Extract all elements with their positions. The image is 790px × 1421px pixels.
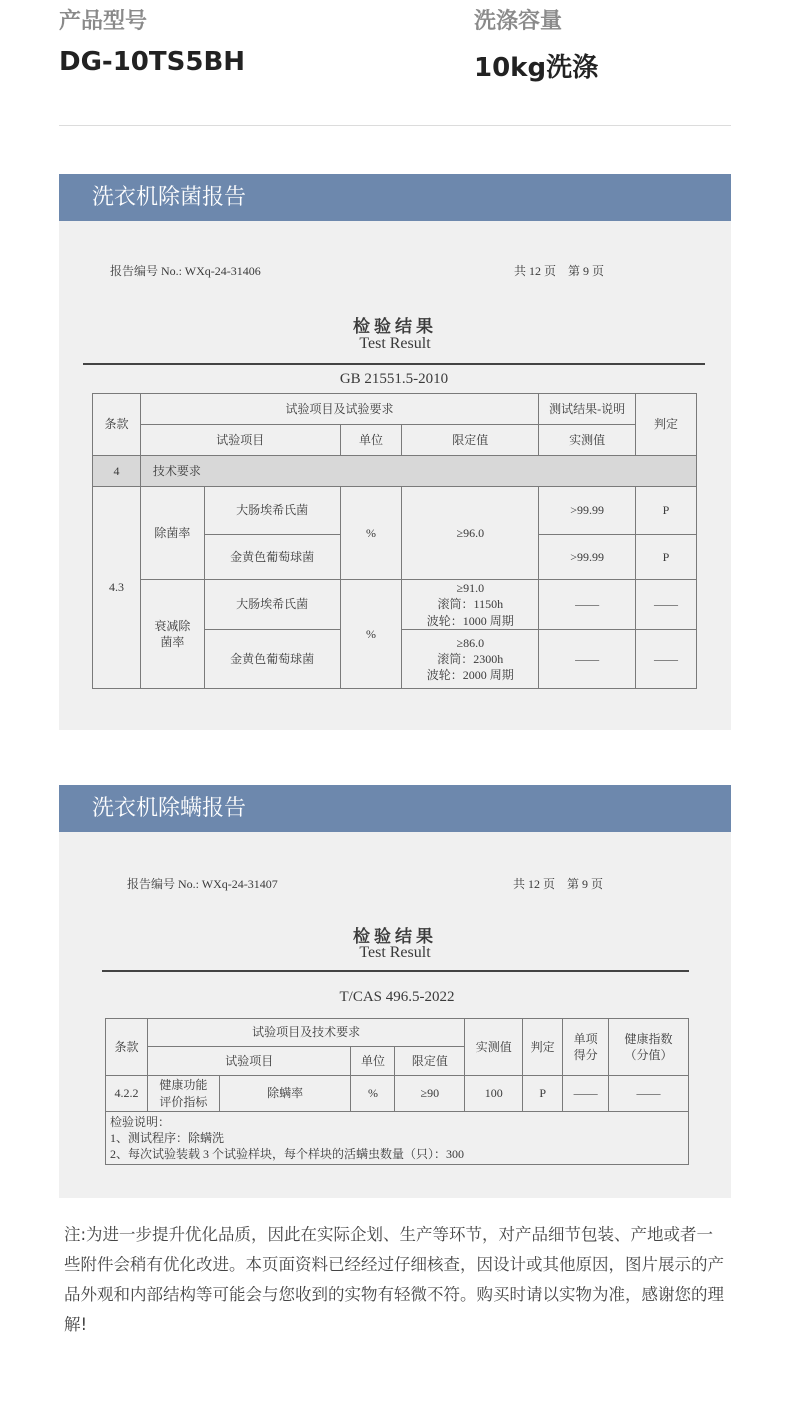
mite-result-table xyxy=(105,1018,689,1165)
table-row xyxy=(106,1076,689,1112)
row-verdict: —— xyxy=(636,630,697,689)
row-item: 大肠埃希氏菌 xyxy=(204,487,340,535)
row-item: 除螨率 xyxy=(219,1076,351,1112)
th-measured: 实测值 xyxy=(539,425,636,456)
model-label: 产品型号 xyxy=(59,9,148,34)
table-header-row xyxy=(106,1019,689,1047)
row-verdict: P xyxy=(636,535,697,580)
test-notes xyxy=(106,1112,689,1165)
row-limit: ≥96.0 xyxy=(402,487,539,580)
table-row xyxy=(93,487,697,535)
row-limit xyxy=(402,580,539,630)
th-limit: 限定值 xyxy=(402,425,539,456)
th-verdict: 判定 xyxy=(636,394,697,456)
row-verdict: P xyxy=(636,487,697,535)
group-name-line: 菌率 xyxy=(160,635,185,649)
sterilization-report-header: 洗衣机除菌报告 xyxy=(59,174,731,221)
th-clause: 条款 xyxy=(93,394,141,456)
result-title-cn: 检验结果 xyxy=(353,927,437,946)
result-title-en: Test Result xyxy=(359,335,431,352)
row-unit: % xyxy=(340,487,402,580)
standard-code: T/CAS 496.5-2022 xyxy=(339,989,455,1005)
mite-report-header: 洗衣机除螨报告 xyxy=(59,785,731,832)
report-number: 报告编号 No.: WXq-24-31407 xyxy=(127,877,278,891)
th-item: 试验项目 xyxy=(140,425,340,456)
title-rule xyxy=(83,363,705,365)
category-line: 健康功能 xyxy=(159,1078,208,1093)
section-row xyxy=(93,456,697,487)
th-unit: 单位 xyxy=(351,1047,395,1076)
capacity-label: 洗涤容量 xyxy=(474,9,563,34)
row-measured: >99.99 xyxy=(539,535,636,580)
th-score-line: 得分 xyxy=(573,1048,598,1062)
notes-row xyxy=(106,1112,689,1165)
th-items-req: 试验项目及试验要求 xyxy=(140,394,538,425)
row-health: —— xyxy=(609,1076,689,1112)
th-verdict: 判定 xyxy=(523,1019,563,1076)
sterilization-result-table xyxy=(92,393,697,689)
divider xyxy=(59,125,731,126)
model-spec xyxy=(59,4,245,77)
limit-line: 滚筒：2300h xyxy=(437,651,504,666)
mite-report-image xyxy=(59,832,731,1198)
category-line: 评价指标 xyxy=(159,1094,208,1109)
row-unit: % xyxy=(340,580,402,689)
th-item: 试验项目 xyxy=(147,1047,351,1076)
row-item: 金黄色葡萄球菌 xyxy=(204,630,340,689)
standard-code: GB 21551.5-2010 xyxy=(339,371,449,387)
report-number: 报告编号 No.: WXq-24-31406 xyxy=(110,264,261,278)
notes-title: 检验说明： xyxy=(110,1115,171,1129)
limit-line: ≥91.0 xyxy=(456,581,485,596)
disclaimer-note: 注:为进一步提升优化品质，因此在实际企划、生产等环节，对产品细节包装、产地或者一些附件会稍有优化改进。本页面资料已经经过仔细核查，因设计或其他原因，图片展示的产品外观和内部结构等可能会与您收到的实物有轻微不符。购买时请以实物为准，感谢您的理解! xyxy=(64,1225,724,1334)
row-unit: % xyxy=(351,1076,395,1112)
th-health-line: 健康指数 xyxy=(624,1031,673,1046)
sterilization-report-image xyxy=(59,221,731,730)
table-subheader-row xyxy=(93,425,697,456)
th-score xyxy=(563,1019,609,1076)
title-rule xyxy=(102,970,689,972)
row-score: —— xyxy=(563,1076,609,1112)
table-header-row xyxy=(93,394,697,425)
notes-line: 1、测试程序：除螨洗 xyxy=(110,1131,225,1146)
row-verdict: P xyxy=(523,1076,563,1112)
th-limit: 限定值 xyxy=(395,1047,465,1076)
row-measured: >99.99 xyxy=(539,487,636,535)
limit-line: 波轮：1000 周期 xyxy=(426,613,514,628)
row-measured: —— xyxy=(539,630,636,689)
group-name: 除菌率 xyxy=(140,487,204,580)
th-health xyxy=(609,1019,689,1076)
th-clause: 条款 xyxy=(106,1019,148,1076)
group-name xyxy=(140,580,204,689)
row-limit xyxy=(402,630,539,689)
row-category xyxy=(147,1076,219,1112)
page-info: 共 12 页 第 9 页 xyxy=(513,877,604,891)
row-limit: ≥90 xyxy=(395,1076,465,1112)
limit-line: ≥86.0 xyxy=(456,635,485,650)
capacity-value: 10kg洗涤 xyxy=(474,53,599,83)
row-item: 大肠埃希氏菌 xyxy=(204,580,340,630)
row-measured: 100 xyxy=(465,1076,523,1112)
section-clause: 4 xyxy=(93,456,141,487)
row-verdict: —— xyxy=(636,580,697,630)
table-row xyxy=(93,580,697,630)
th-items-req: 试验项目及技术要求 xyxy=(147,1019,464,1047)
limit-line: 滚筒：1150h xyxy=(437,597,504,612)
limit-line: 波轮：2000 周期 xyxy=(426,668,514,683)
th-score-line: 单项 xyxy=(573,1031,598,1046)
th-unit: 单位 xyxy=(340,425,402,456)
th-result-note: 测试结果-说明 xyxy=(539,394,636,425)
notes-line: 2、每次试验装载 3 个试验样块，每个样块的活螨虫数量（只）：300 xyxy=(110,1147,465,1162)
model-value: DG-10TS5BH xyxy=(59,47,246,77)
th-health-line: （分值） xyxy=(624,1048,673,1062)
section-text: 技术要求 xyxy=(140,456,696,487)
result-title-en: Test Result xyxy=(359,944,431,961)
clause-4-3: 4.3 xyxy=(93,487,141,689)
row-clause: 4.2.2 xyxy=(106,1076,148,1112)
group-name-line: 衰减除 xyxy=(154,618,191,633)
result-title-cn: 检验结果 xyxy=(353,317,437,336)
row-item: 金黄色葡萄球菌 xyxy=(204,535,340,580)
row-measured: —— xyxy=(539,580,636,630)
page-info: 共 12 页 第 9 页 xyxy=(514,264,605,278)
capacity-spec xyxy=(474,4,598,84)
th-measured: 实测值 xyxy=(465,1019,523,1076)
